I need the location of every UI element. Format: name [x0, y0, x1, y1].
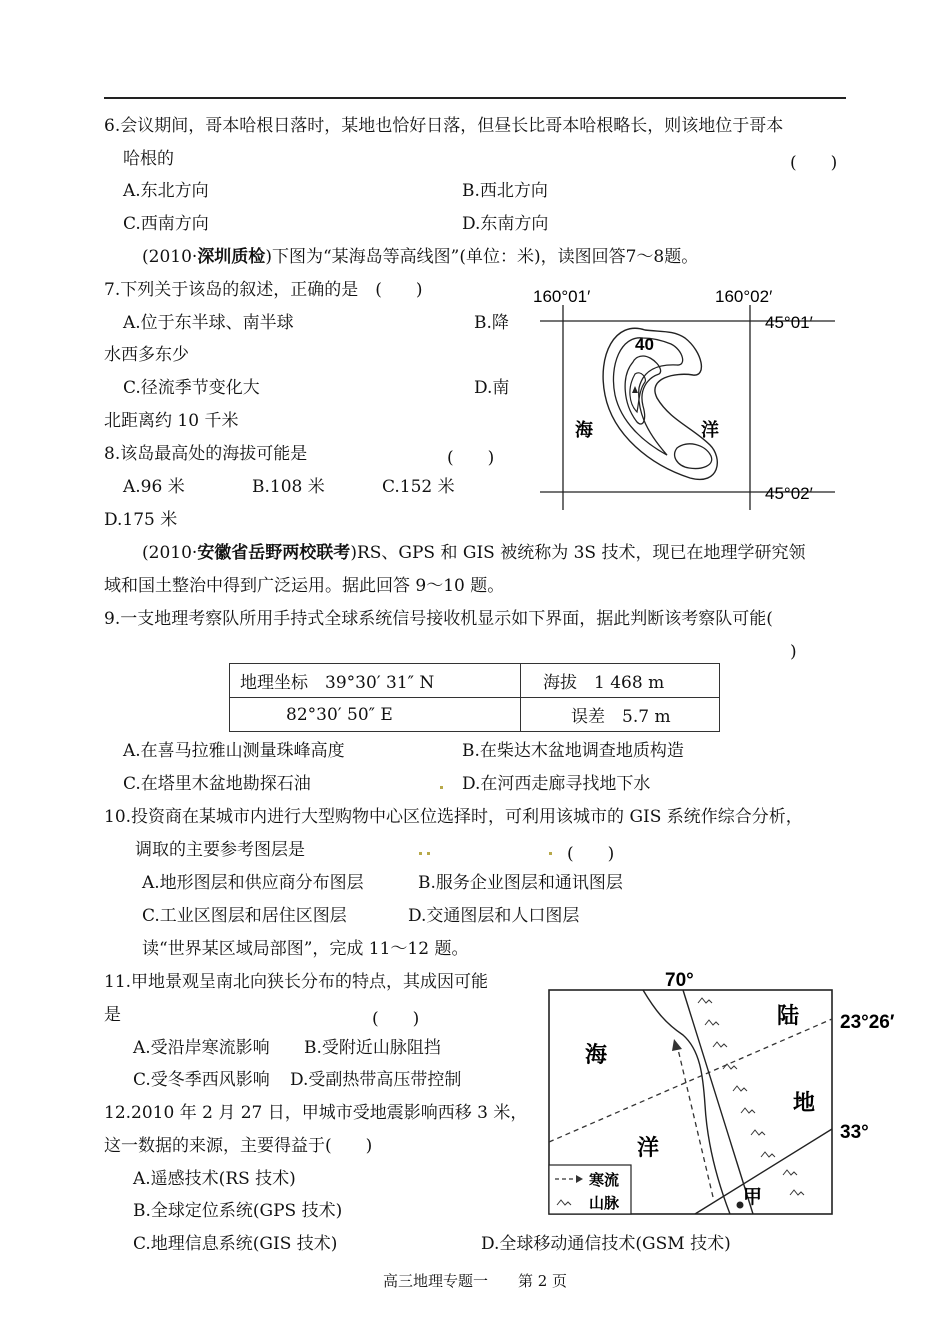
q6-option-b: B.西北方向 — [462, 181, 548, 201]
q12-stem-line1: 12.2010 年 2 月 27 日，甲城市受地震影响西移 3 米， — [104, 1103, 528, 1123]
map-lat-top-label: 45°01′ — [765, 313, 813, 332]
summit-triangle-icon — [632, 386, 638, 393]
q6-option-d: D.东南方向 — [462, 214, 549, 234]
island-contour-map — [525, 280, 850, 520]
q11-stem-line2: 是 — [104, 1005, 121, 1025]
footer-page-number: 第 2 页 — [517, 1272, 568, 1290]
q12-option-d: D.全球移动通信技术(GSM 技术) — [481, 1234, 731, 1254]
q9-stem: 9.一支地理考察队所用手持式全球系统信号接收机显示如下界面，据此判断该考察队可能( — [104, 609, 773, 629]
mountain-icon — [751, 1130, 765, 1135]
gps-altitude-cell: 海拔 1 468 m — [521, 664, 720, 698]
q10-option-b: B.服务企业图层和通讯图层 — [418, 873, 623, 893]
region-land-label-1: 陆 — [777, 1003, 800, 1028]
map-lat-bottom-label: 45°02′ — [765, 484, 813, 503]
q12-option-c: C.地理信息系统(GIS 技术) — [133, 1234, 338, 1254]
q10-answer-paren: ( ) — [567, 844, 615, 864]
intro-7-8-rest: )下图为“某海岛等高线图”(单位：米)，读图回答7～8题。 — [265, 247, 699, 267]
q10-option-c: C.工业区图层和居住区图层 — [142, 906, 347, 926]
mountain-icon — [741, 1108, 755, 1113]
header-rule — [104, 97, 846, 99]
stray-mark — [549, 852, 552, 855]
mountain-icon — [761, 1152, 775, 1157]
q7-option-d-part2: 北距离约 10 千米 — [104, 411, 239, 431]
q7-option-a: A.位于东半球、南半球 — [123, 313, 294, 333]
q10-option-a: A.地形图层和供应商分布图层 — [142, 873, 364, 893]
q8-option-a: A.96 米 — [123, 477, 185, 497]
q8-option-b: B.108 米 — [252, 477, 325, 497]
map-lon-left-label: 160°01′ — [533, 287, 591, 306]
tropic-dashed-line — [549, 1019, 832, 1142]
gps-lat-cell: 地理坐标 39°30′ 31″ N — [230, 664, 521, 698]
q11-answer-paren: ( ) — [372, 1009, 420, 1029]
q11-option-c: C.受冬季西风影响 — [133, 1070, 270, 1090]
region-map — [545, 965, 925, 1220]
q8-option-c: C.152 米 — [382, 477, 455, 497]
q11-option-b: B.受附近山脉阻挡 — [304, 1038, 441, 1058]
page-footer — [0, 1270, 950, 1291]
q11-stem-line1: 11.甲地景观呈南北向狭长分布的特点，其成因可能 — [104, 972, 489, 992]
q9-option-c: C.在塔里木盆地勘探石油 — [123, 774, 311, 794]
gps-lon-cell: 82°30′ 50″ E — [230, 698, 521, 732]
city-jia-label: 甲 — [743, 1187, 763, 1208]
stray-mark — [427, 852, 430, 855]
q11-option-a: A.受沿岸寒流影响 — [133, 1038, 270, 1058]
q9-option-a: A.在喜马拉雅山测量珠峰高度 — [123, 741, 345, 761]
cold-current-arrowhead — [672, 1039, 682, 1051]
legend-mountain-label: 山脉 — [589, 1195, 620, 1212]
region-land-label-2: 地 — [793, 1090, 816, 1115]
map-sea-label: 海 — [575, 420, 593, 440]
q7-option-c: C.径流季节变化大 — [123, 378, 260, 398]
island-contour-south-hill — [675, 444, 712, 469]
mountain-icon — [733, 1086, 747, 1091]
intro-9-10-line2: 域和国土整治中得到广泛运用。据此回答 9～10 题。 — [104, 576, 505, 596]
map-ocean-label: 洋 — [701, 420, 719, 440]
q9-option-b: B.在柴达木盆地调查地质构造 — [462, 741, 684, 761]
q11-option-d: D.受副热带高压带控制 — [290, 1070, 462, 1090]
region-lat1-label: 23°26′ — [840, 1012, 895, 1033]
q6-stem-line2: 哈根的 — [123, 149, 174, 169]
mountain-icon — [698, 998, 712, 1003]
q12-stem-line2: 这一数据的来源，主要得益于( ) — [104, 1136, 373, 1156]
region-sea-label-1: 海 — [585, 1042, 608, 1067]
region-lon-label: 70° — [665, 970, 694, 991]
q12-option-b: B.全球定位系统(GPS 技术) — [133, 1201, 343, 1221]
q6-option-a: A.东北方向 — [123, 181, 209, 201]
q10-option-d: D.交通图层和人口图层 — [408, 906, 580, 926]
intro-9-10-open: (2010· — [142, 543, 198, 563]
q6-answer-paren: ( ) — [790, 153, 838, 173]
q10-stem-line1: 10.投资商在某城市内进行大型购物中心区位选择时，可利用该城市的 GIS 系统作综合分析， — [104, 807, 803, 827]
intro-7-8-open: (2010· — [142, 247, 198, 267]
intro-9-10-source: 安徽省岳野两校联考 — [197, 543, 351, 563]
q7-option-b-part1: B.降 — [474, 313, 509, 333]
q6-option-c: C.西南方向 — [123, 214, 209, 234]
q8-option-d: D.175 米 — [104, 510, 178, 530]
mountain-icon — [705, 1020, 719, 1025]
q8-answer-paren: ( ) — [447, 448, 495, 468]
q9-option-d: D.在河西走廊寻找地下水 — [462, 774, 651, 794]
mountain-icon — [783, 1170, 797, 1175]
stray-mark — [419, 852, 422, 855]
intro-7-8-source: 深圳质检 — [197, 247, 266, 267]
q10-stem-line2: 调取的主要参考图层是 — [135, 840, 305, 860]
contour-label-40: 40 — [635, 335, 654, 354]
intro-9-10-rest1: )RS、GPS 和 GIS 被统称为 3S 技术，现已在地理学研究领 — [350, 543, 806, 563]
footer-title: 高三地理专题一 — [382, 1272, 488, 1290]
gps-error-cell: 误差 5.7 m — [521, 698, 720, 732]
mountain-icon — [790, 1190, 804, 1195]
map-lon-right-label: 160°02′ — [715, 287, 773, 306]
intro-11-12: 读“世界某区域局部图”，完成 11～12 题。 — [142, 939, 469, 959]
intro-7-8 — [142, 246, 698, 268]
intro-9-10-line1 — [142, 542, 805, 564]
mountain-icon — [713, 1042, 727, 1047]
region-lat2-label: 33° — [840, 1122, 869, 1143]
legend-current-label: 寒流 — [589, 1172, 620, 1189]
q7-option-d-part1: D.南 — [474, 378, 510, 398]
q6-stem-line1: 6.会议期间，哥本哈根日落时，某地也恰好日落，但昼长比哥本哈根略长，则该地位于哥本 — [104, 116, 784, 136]
gps-readout-table — [229, 663, 720, 732]
q7-option-b-part2: 水西多东少 — [104, 345, 189, 365]
mountain-icon — [723, 1064, 737, 1069]
q7-stem: 7.下列关于该岛的叙述，正确的是 ( ) — [104, 280, 423, 300]
region-sea-label-2: 洋 — [637, 1135, 660, 1160]
q8-stem: 8.该岛最高处的海拔可能是 — [104, 444, 308, 464]
q12-option-a: A.遥感技术(RS 技术) — [133, 1169, 296, 1189]
stray-mark — [440, 786, 443, 789]
q9-stem-close: ) — [790, 642, 797, 662]
island-contour-40 — [613, 338, 682, 455]
